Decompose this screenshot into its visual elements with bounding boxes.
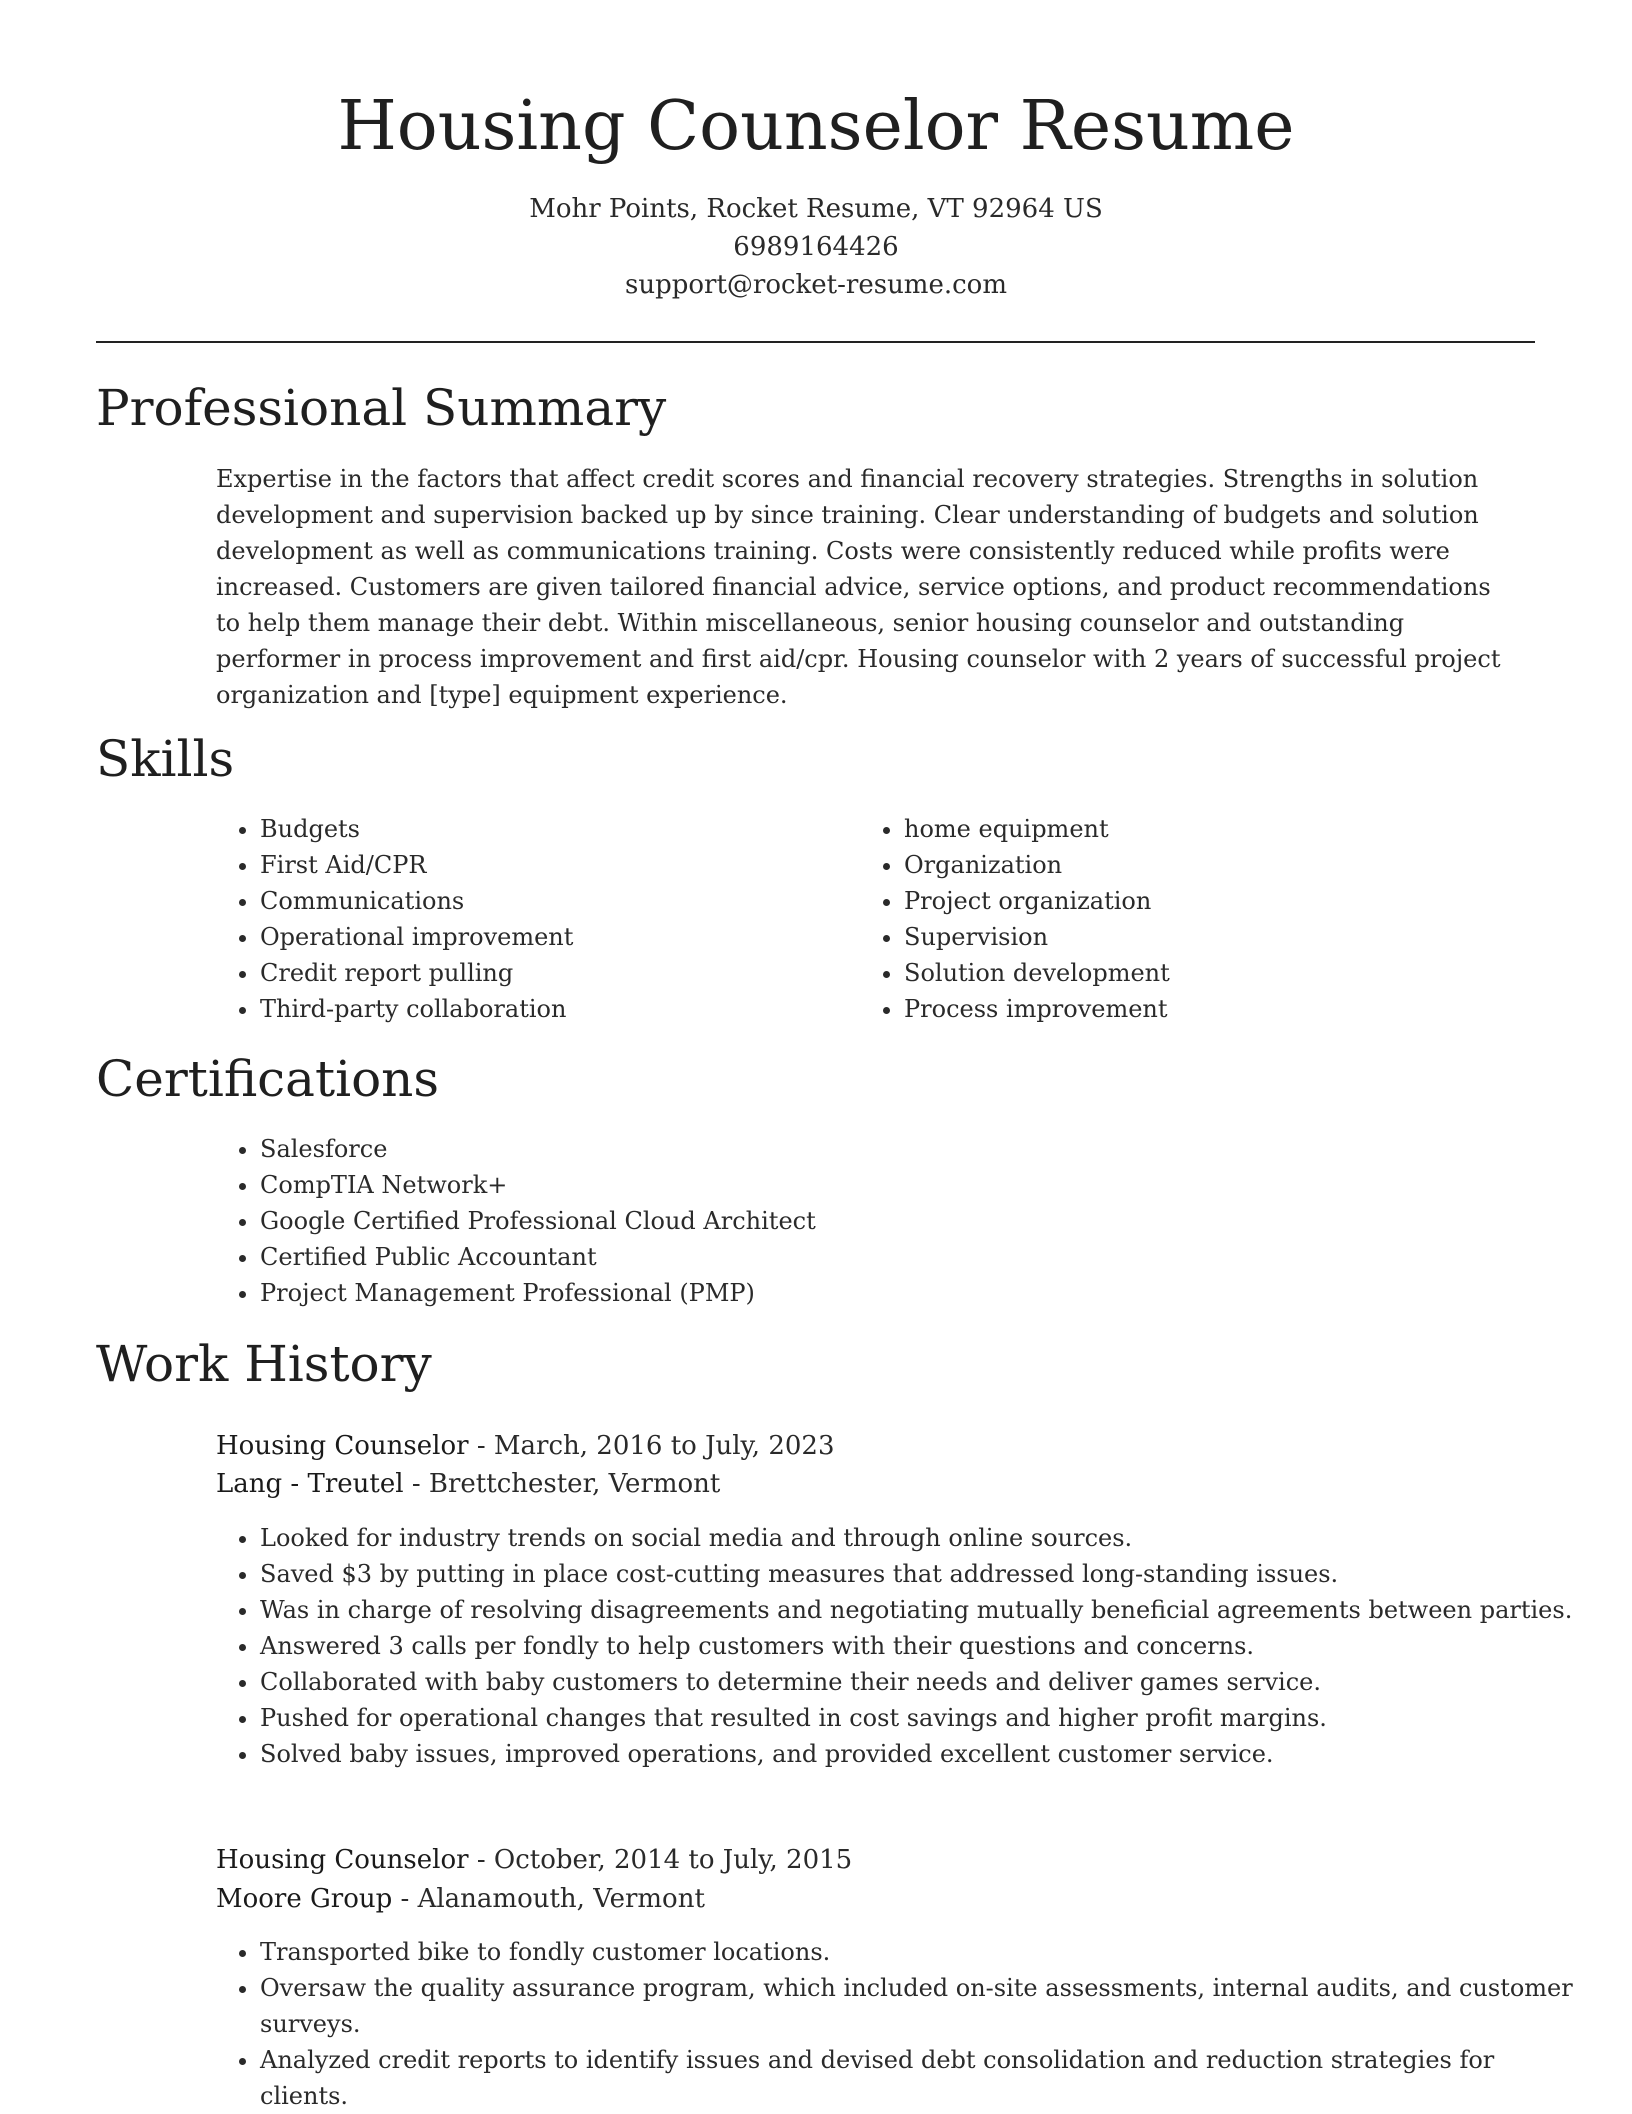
skill-item: • Supervision [904, 919, 1464, 955]
job-location: Brettchester, Vermont [428, 1469, 721, 1499]
skill-item: • home equipment [904, 811, 1464, 847]
summary-text: Expertise in the factors that affect credit scores and financial recovery strategies. Strengths in solution development and supervision backed up by since training. Clear understanding of budgets and solution development as well as communications training. Costs were consistently reduced while profits were increased. Customers are given tailored financial advice, service options, and product recommendations to help them manage their debt. Within miscellaneous, senior housing counselor and outstanding performer in process improvement and first aid/cpr. Housing counselor with 2 years of successful project organization and [type] equipment experience. [216, 465, 1501, 709]
skill-item: • First Aid/CPR [260, 847, 820, 883]
contact-phone: 6989164426 [733, 232, 899, 262]
contact-email: support@rocket-resume.com [624, 270, 1007, 300]
job-company-line [216, 1880, 705, 1918]
job-bullet: • Transported bike to fondly customer locations. [260, 1934, 1580, 1970]
job-bullet: • Looked for industry trends on social media and through online sources. [260, 1520, 1580, 1556]
job-bullet: • Oversaw the quality assurance program, which included on-site assessments, internal audits, and customer surveys. [260, 1970, 1580, 2042]
job-title: Housing Counselor [216, 1431, 469, 1461]
skill-item: • Budgets [260, 811, 820, 847]
job-title: Housing Counselor [216, 1845, 469, 1875]
job-company: Lang [216, 1469, 283, 1499]
job-bullets [216, 1520, 1580, 1772]
contact-block [0, 190, 1632, 304]
job-bullets [216, 1934, 1580, 2114]
job-separator: - [476, 1431, 494, 1461]
skill-item: • Organization [904, 847, 1464, 883]
job-company: Treutel [307, 1469, 404, 1499]
skill-item: • Communications [260, 883, 820, 919]
header-divider [96, 341, 1535, 343]
job-dates: October, 2014 to July, 2015 [493, 1845, 853, 1875]
job-bullet: • Analyzed credit reports to identify issues and devised debt consolidation and reduction strategies for clients. [260, 2042, 1580, 2114]
certification-item: • CompTIA Network+ [260, 1167, 1460, 1203]
skill-item: • Process improvement [904, 991, 1464, 1027]
job-dates: March, 2016 to July, 2023 [493, 1431, 835, 1461]
skill-item: • Credit report pulling [260, 955, 820, 991]
certification-item: • Project Management Professional (PMP) [260, 1275, 1460, 1311]
job-company: Moore Group [216, 1884, 393, 1914]
job-title-line [216, 1427, 835, 1465]
work-history-heading: Work History [96, 1335, 432, 1393]
skills-list-right [860, 811, 1464, 1027]
job-location: Alanamouth, Vermont [417, 1884, 705, 1914]
resume-title: Housing Counselor Resume [337, 87, 1295, 166]
skill-item: • Project organization [904, 883, 1464, 919]
certification-item: • Salesforce [260, 1131, 1460, 1167]
job-company-line [216, 1465, 720, 1503]
summary-heading: Professional Summary [96, 379, 667, 437]
job-bullet: • Collaborated with baby customers to determine their needs and deliver games service. [260, 1664, 1580, 1700]
job-bullet: • Was in charge of resolving disagreements and negotiating mutually beneficial agreements between parties. [260, 1592, 1580, 1628]
certifications-heading: Certifications [96, 1050, 440, 1108]
certification-item: • Google Certified Professional Cloud Architect [260, 1203, 1460, 1239]
contact-address: Mohr Points, Rocket Resume, VT 92964 US [529, 194, 1103, 224]
job-company-separator: - [290, 1469, 308, 1499]
job-title-line [216, 1841, 852, 1879]
job-separator: - [400, 1884, 418, 1914]
job-bullet: • Solved baby issues, improved operations, and provided excellent customer service. [260, 1736, 1580, 1772]
skills-list-left [216, 811, 820, 1027]
job-bullet: • Saved $3 by putting in place cost-cutting measures that addressed long-standing issues. [260, 1556, 1580, 1592]
certification-item: • Certified Public Accountant [260, 1239, 1460, 1275]
skill-item: • Operational improvement [260, 919, 820, 955]
skill-item: • Solution development [904, 955, 1464, 991]
job-bullet: • Answered 3 calls per fondly to help customers with their questions and concerns. [260, 1628, 1580, 1664]
skills-heading: Skills [96, 730, 235, 788]
job-separator: - [411, 1469, 429, 1499]
job-bullet: • Pushed for operational changes that resulted in cost savings and higher profit margins. [260, 1700, 1580, 1736]
job-separator: - [476, 1845, 494, 1875]
skill-item: • Third-party collaboration [260, 991, 820, 1027]
certifications-list [216, 1131, 1460, 1311]
